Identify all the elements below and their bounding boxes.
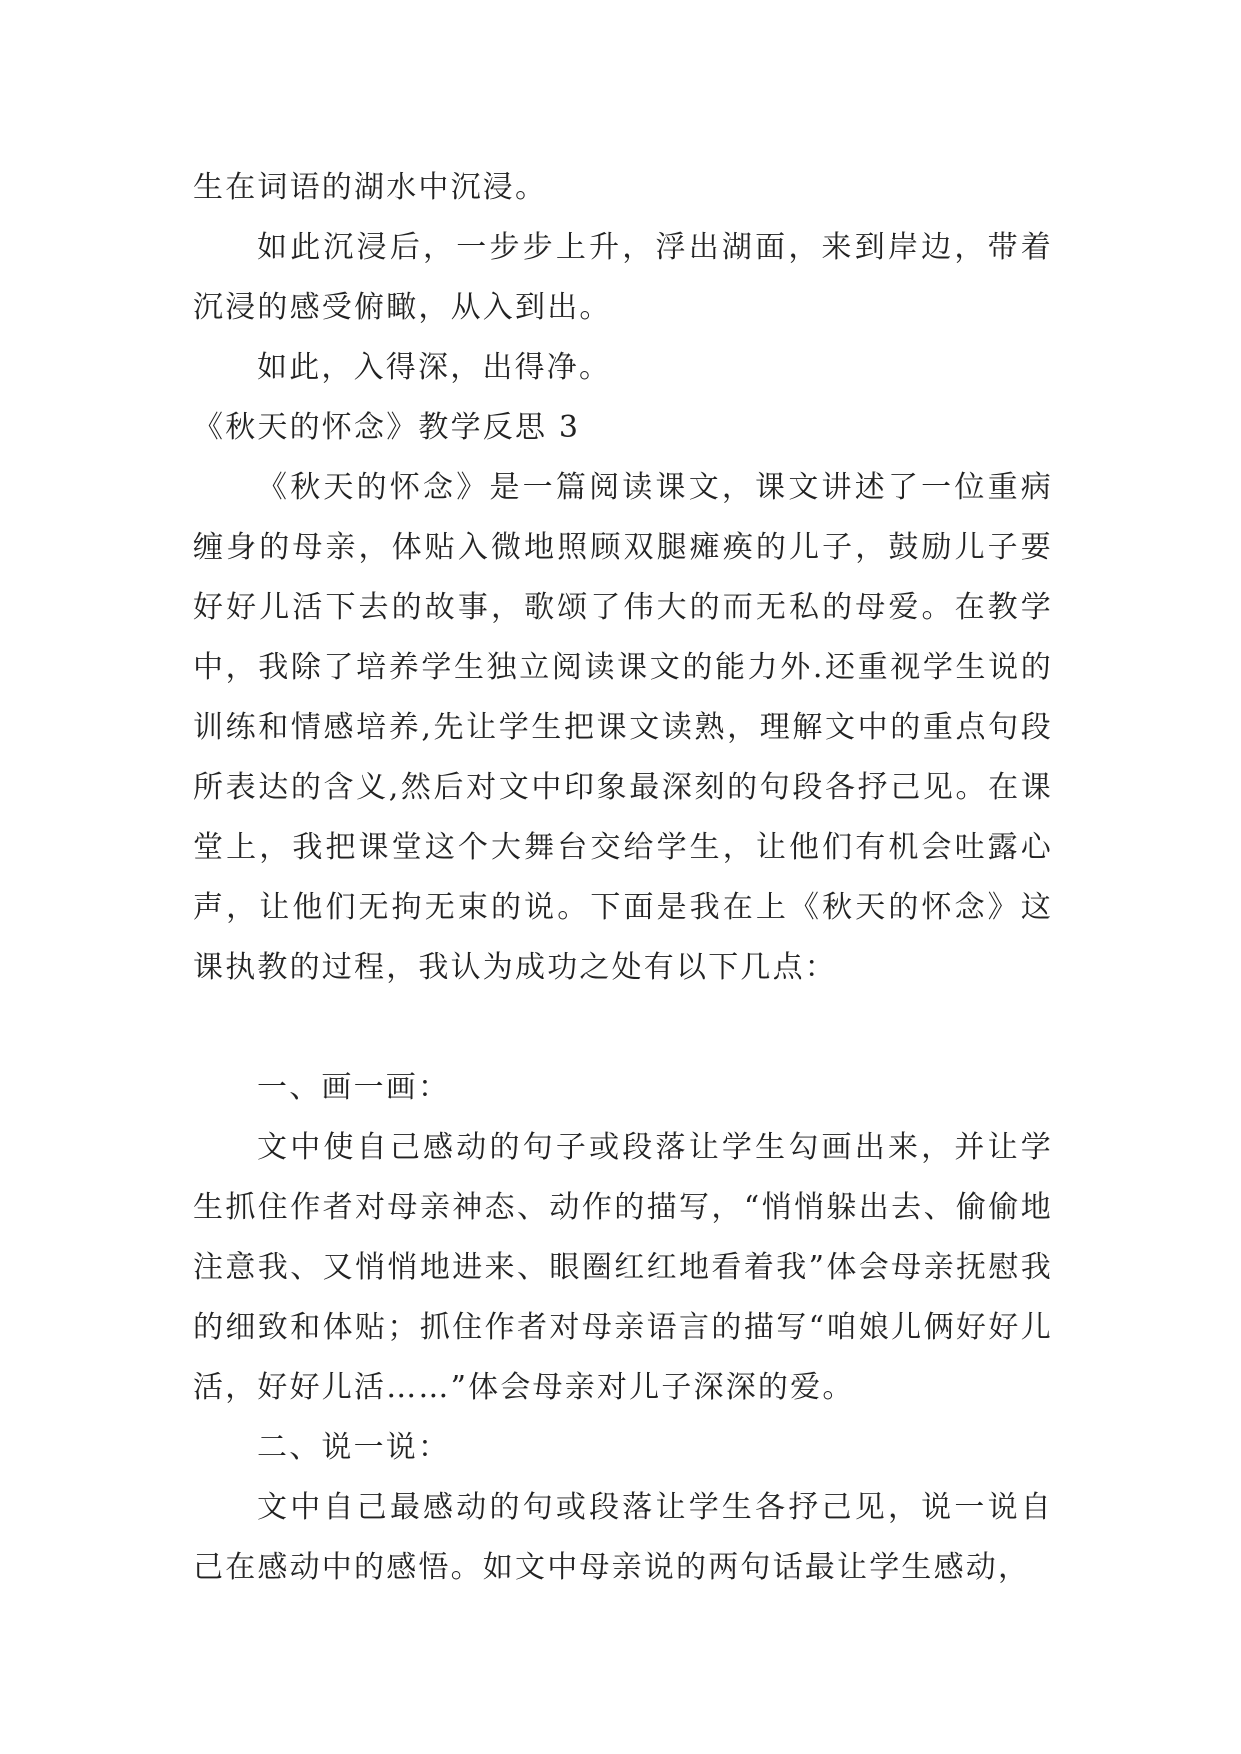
paragraph-gap xyxy=(193,998,1053,1058)
document-body xyxy=(193,158,1053,1598)
paragraph-continuation: 生在词语的湖水中沉浸。 xyxy=(193,170,548,205)
subheading: 二、说一说： xyxy=(257,1430,451,1465)
paragraph: 如此沉浸后，一步步上升，浮出湖面，来到岸边，带着沉浸的感受俯瞰，从入到出。 xyxy=(193,230,1053,325)
subheading: 一、画一画： xyxy=(257,1070,451,1105)
paragraph: 文中使自己感动的句子或段落让学生勾画出来，并让学生抓住作者对母亲神态、动作的描写，“悄悄躲出去、偷偷地注意我、又悄悄地进来、眼圈红红地看着我”体会母亲抚慰我的细致和体贴；抓住作者对母亲语言的描写“咱娘儿俩好好儿活，好好儿活……”体会母亲对儿子深深的爱。 xyxy=(193,1130,1053,1405)
section-title: 《秋天的怀念》教学反思 3 xyxy=(193,410,581,445)
paragraph: 如此，入得深，出得净。 xyxy=(257,350,612,385)
paragraph: 文中自己最感动的句或段落让学生各抒己见，说一说自己在感动中的感悟。如文中母亲说的两句话最让学生感动， xyxy=(193,1490,1053,1585)
paragraph: 《秋天的怀念》是一篇阅读课文，课文讲述了一位重病缠身的母亲，体贴入微地照顾双腿瘫痪的儿子，鼓励儿子要好好儿活下去的故事，歌颂了伟大的而无私的母爱。在教学中，我除了培养学生独立阅读课文的能力外.还重视学生说的训练和情感培养,先让学生把课文读熟，理解文中的重点句段所表达的含义,然后对文中印象最深刻的句段各抒己见。在课堂上，我把课堂这个大舞台交给学生，让他们有机会吐露心声，让他们无拘无束的说。下面是我在上《秋天的怀念》这课执教的过程，我认为成功之处有以下几点： xyxy=(193,470,1053,985)
